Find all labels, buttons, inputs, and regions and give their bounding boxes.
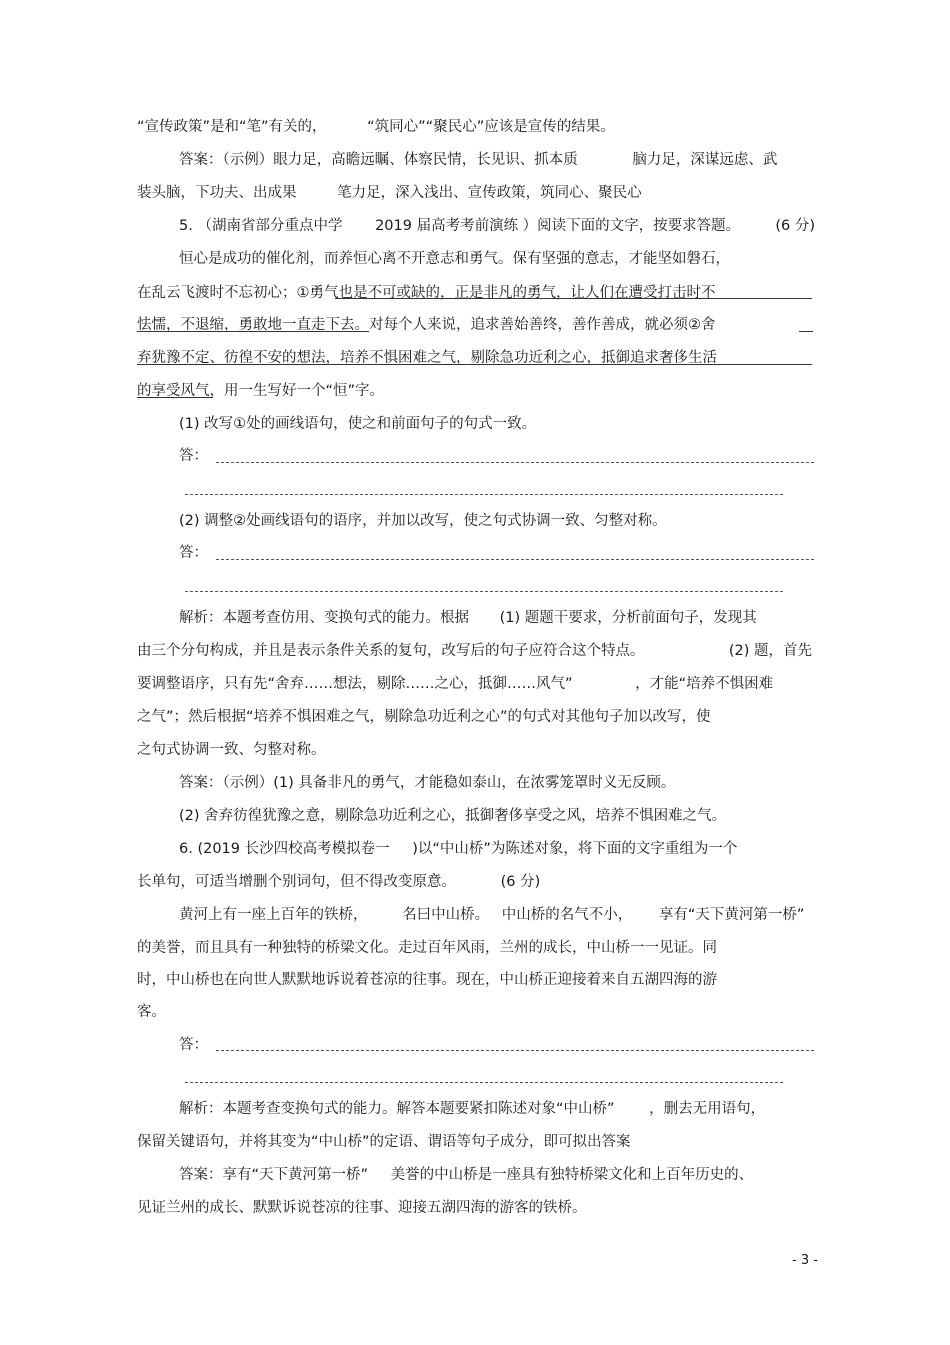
underline-1-cont xyxy=(137,331,369,332)
passage-line xyxy=(137,381,384,401)
passage-line xyxy=(179,905,804,925)
answer-blank-line[interactable] xyxy=(185,591,783,592)
answer-text: 装头脑，下功夫、出成果 xyxy=(137,185,297,201)
question-prompt: 2019 届高考考前演练 ）阅读下面的文字，按要求答题。 xyxy=(375,218,741,234)
passage-line xyxy=(137,315,716,335)
sub-question-1: (1) 改写①处的画线语句，使之和前面句子的句式一致。 xyxy=(179,416,537,432)
answer-label: 答： xyxy=(179,545,208,561)
answer-line: (2) 舍弃彷徨犹豫之意，剔除急功近利之心，抵御奢侈享受之风，培养不惧困难之气。 xyxy=(179,808,727,824)
answer-label: 答： xyxy=(179,448,208,464)
underline-1 xyxy=(335,298,812,299)
passage-text: 黄河上有一座上百年的铁桥， xyxy=(179,907,368,923)
explanation-text: 由三个分句构成，并且是表示条件关系的复句，改写后的句子应符合这个特点。 xyxy=(137,643,645,659)
answer-line: 答案：（示例）(1) 具备非凡的勇气，才能稳如泰山，在浓雾笼罩时义无反顾。 xyxy=(179,775,676,791)
underline-2-start xyxy=(799,331,813,332)
passage-line: 弃犹豫不定、彷徨不安的想法，培养不惧困难之气，剔除急功近利之心，抵御追求奢侈生活 xyxy=(137,350,717,366)
passage-text: 用一生写好一个“恒”字。 xyxy=(224,383,385,399)
question-score: (6 分) xyxy=(500,874,541,890)
answer-blank-line[interactable] xyxy=(216,559,814,560)
passage-text: 享有“天下黄河第一桥” xyxy=(658,907,805,923)
explanation-text: (1) 题题干要求，分析前面句子，发现其 xyxy=(499,610,757,626)
answer-blank-line[interactable] xyxy=(185,494,783,495)
answer-line xyxy=(179,1165,753,1185)
answer-text: 美誉的中山桥是一座具有独特桥梁文化和上百年历史的、 xyxy=(390,1167,754,1183)
question-6-line xyxy=(137,872,540,892)
passage-text: 。对每个人来说，追求善始善终，善作善成，就必须②舍 xyxy=(354,317,716,333)
explanation-line xyxy=(137,674,773,694)
underline-2-end xyxy=(137,397,213,398)
explanation-line: 之气”；然后根据“培养不惧困难之气，剔除急功近利之心”的句式对其他句子加以改写，使 xyxy=(137,709,711,725)
explanation-line xyxy=(137,641,812,661)
line-text: “宣传政策”是和“笔”有关的， xyxy=(137,119,327,135)
answer-text: 脑力足，深谋远虑、武 xyxy=(632,152,778,168)
explanation-text: 解析：本题考查变换句式的能力。解答本题要紧扣陈述对象“中山桥” xyxy=(179,1101,615,1117)
question-6-heading xyxy=(179,839,737,859)
passage-text: 中山桥的名气不小， xyxy=(501,907,633,923)
passage-line xyxy=(137,283,716,303)
passage-line: 的美誉，而且具有一种独特的桥梁文化。走过百年风雨，兰州的成长，中山桥一一见证。同 xyxy=(137,940,717,956)
answer-line: 见证兰州的成长、默默诉说苍凉的往事、迎接五湖四海的游客的铁桥。 xyxy=(137,1200,587,1216)
explanation-text: ，删去无用语句， xyxy=(649,1101,766,1117)
sub-question-2: (2) 调整②处画线语句的语序，并加以改写，使之句式协调一致、匀整对称。 xyxy=(179,513,667,529)
answer-text: 答案：享有“天下黄河第一桥” xyxy=(179,1167,369,1183)
answer-blank-line[interactable] xyxy=(216,1050,814,1051)
line-text: “筑同心”“聚民心”应该是宣传的结果。 xyxy=(367,119,615,135)
question-source: 6. (2019 长沙四校高考模拟卷一 xyxy=(179,841,390,857)
explanation-line xyxy=(179,608,757,628)
question-5-heading xyxy=(179,216,815,236)
passage-line: 时，中山桥也在向世人默默地诉说着苍凉的往事。现在，中山桥正迎接着来自五湖四海的游 xyxy=(137,972,717,988)
question-score: (6 分) xyxy=(775,218,815,234)
answer-blank-line[interactable] xyxy=(185,1082,783,1083)
explanation-line: 保留关键语句，并将其变为“中山桥”的定语、谓语等句子成分，即可拟出答案 xyxy=(137,1134,631,1150)
answer-text: 笔力足，深入浅出、宣传政策，筑同心、聚民心 xyxy=(337,185,642,201)
explanation-text: (2) 题，首先 xyxy=(728,643,812,659)
passage-text: 在乱云飞渡时不忘初心；①勇气 xyxy=(137,285,339,301)
underlined-sentence-1: 也是不可或缺的，正是非凡的勇气，让人们在遭受打击时不 xyxy=(338,285,716,301)
explanation-text: 要调整语序，只有先“舍弃……想法，剔除……之心，抵御……风气” xyxy=(137,676,573,692)
underline-2 xyxy=(137,364,812,365)
explanation-text: 解析：本题考查仿用、变换句式的能力。根据 xyxy=(179,610,469,626)
passage-line: 恒心是成功的催化剂，而养恒心离不开意志和勇气。保有坚强的意志，才能坚如磐石， xyxy=(179,251,730,267)
passage-text: 名曰中山桥。 xyxy=(402,907,490,923)
underlined-sentence-1-cont: 怯懦，不退缩，勇敢地一直走下去 xyxy=(137,317,355,333)
explanation-line xyxy=(179,1099,765,1119)
question-prompt: 长单句，可适当增删个别词句，但不得改变原意。 xyxy=(137,874,456,890)
answer-text: 答案：（示例）眼力足，高瞻远瞩、体察民情，长见识、抓本质 xyxy=(179,152,578,168)
question-source: 5. （湖南省部分重点中学 xyxy=(179,218,343,234)
question-prompt: )以“中山桥”为陈述对象，将下面的文字重组为一个 xyxy=(412,841,738,857)
answer-blank-line[interactable] xyxy=(216,462,814,463)
passage-line: 客。 xyxy=(137,1004,166,1020)
answer-label: 答： xyxy=(179,1037,208,1053)
explanation-text: ，才能“培养不惧困难 xyxy=(635,676,774,692)
explanation-line: 之句式协调一致、匀整对称。 xyxy=(137,742,326,758)
underlined-sentence-2-end: 的享受风气， xyxy=(137,383,224,399)
page-number: - 3 - xyxy=(792,1253,818,1268)
